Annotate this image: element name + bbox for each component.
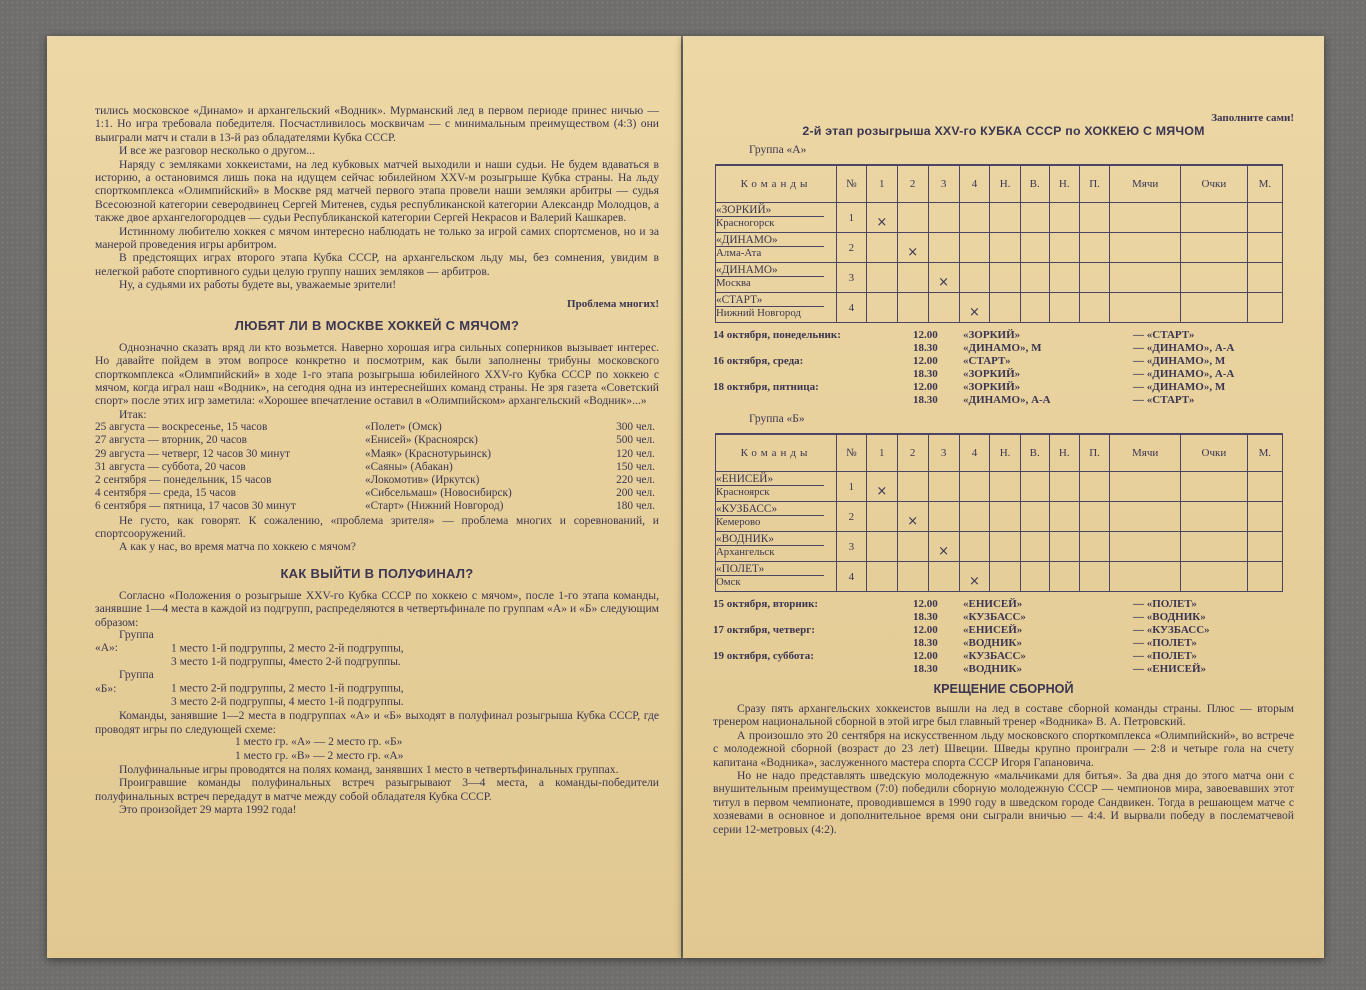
attendance-count: 120 чел. bbox=[616, 447, 655, 460]
stat-cell bbox=[1079, 502, 1109, 532]
stat-cell bbox=[1181, 562, 1248, 592]
stat-cell bbox=[1247, 203, 1282, 233]
stat-cell bbox=[1247, 532, 1282, 562]
article-2-mid: Команды, занявшие 1—2 места в подгруппах «А» и «Б» выходят в полуфинал розыгрыша Кубка СССР, где проводят игры по следующей схеме: bbox=[95, 709, 659, 736]
game-time: 18.30 bbox=[913, 394, 938, 406]
game-date bbox=[713, 368, 913, 381]
result-cell bbox=[928, 233, 959, 263]
game-home: «ЗОРКИЙ» bbox=[963, 368, 1021, 380]
team-city: Москва bbox=[716, 277, 751, 289]
attendance-count: 300 чел. bbox=[616, 421, 655, 434]
team-name: «ДИНАМО» bbox=[716, 264, 824, 277]
result-cell bbox=[959, 502, 990, 532]
team-city: Красногорск bbox=[716, 217, 775, 229]
stat-cell bbox=[1110, 203, 1181, 233]
result-cell bbox=[959, 532, 990, 562]
game-date bbox=[713, 637, 913, 650]
result-cell bbox=[897, 532, 928, 562]
game-row bbox=[713, 598, 1294, 611]
cross-mark-icon: × bbox=[969, 574, 980, 589]
attendance-row bbox=[95, 434, 659, 447]
diagonal-cell bbox=[897, 233, 928, 263]
col-header: Команды bbox=[716, 434, 837, 472]
col-header: № bbox=[837, 165, 867, 203]
attendance-row bbox=[95, 421, 659, 434]
attendance-team: «Саяны» (Абакан) bbox=[365, 460, 453, 473]
team-city: Алма-Ата bbox=[716, 247, 762, 259]
result-cell bbox=[928, 562, 959, 592]
semifinal-pair: 1 место гр. «В» — 2 место гр. «А» bbox=[235, 749, 404, 762]
cross-mark-icon: × bbox=[876, 215, 888, 230]
game-away: — «ДИНАМО», М bbox=[1133, 381, 1226, 393]
stat-cell bbox=[1020, 293, 1049, 323]
game-away: — «ДИНАМО», М bbox=[1133, 355, 1226, 367]
result-cell bbox=[866, 293, 897, 323]
game-date: 17 октября, четверг: bbox=[713, 624, 815, 636]
team-number: 4 bbox=[837, 562, 867, 592]
stat-cell bbox=[1247, 293, 1282, 323]
group-rule-line: 3 место 2-й подгруппы, 4 место 1-й подгруппы. bbox=[171, 696, 404, 709]
article-heading-1: ЛЮБЯТ ЛИ В МОСКВЕ ХОККЕЙ С МЯЧОМ? bbox=[234, 317, 520, 333]
team-cell bbox=[716, 502, 837, 532]
stat-cell bbox=[1020, 263, 1049, 293]
diagonal-cell bbox=[897, 502, 928, 532]
team-cell bbox=[716, 203, 837, 233]
team-name: «ДИНАМО» bbox=[716, 234, 824, 247]
game-time: 18.30 bbox=[913, 368, 938, 380]
col-header: Очки bbox=[1181, 434, 1248, 472]
article-2-end-3: Это произойдет 29 марта 1992 года! bbox=[119, 803, 297, 817]
attendance-count: 500 чел. bbox=[616, 434, 655, 447]
game-date: 14 октября, понедельник: bbox=[713, 329, 841, 341]
attendance-date: 25 августа — воскресенье, 15 часов bbox=[95, 421, 268, 434]
article-1-body: Однозначно сказать вряд ли кто возьмется. Наверно хорошая игра сильных соперников вызывает интерес. Но давайте пойдем в этом вопросе конкретно и посмотрим, как были заполнены трибуны московского спорткомплекса «Олимпийский» в ходе 1-го этапа розыгрыша юбилейного XXV-го Кубка СССР по хоккею с мячом, когда играл наш «Водник», на сегодня одна из интереснейших команд страны. Не зря газета «Советский спорт» после этих игр заметила: «Хорошее впечатление оставил в «Олимпийском» архангельский «Водник»...» bbox=[95, 340, 659, 408]
game-home: «КУЗБАСС» bbox=[963, 650, 1026, 662]
col-header: 1 bbox=[866, 165, 897, 203]
game-home: «ЗОРКИЙ» bbox=[963, 381, 1021, 393]
stat-cell bbox=[1079, 532, 1109, 562]
game-away: — «КУЗБАСС» bbox=[1133, 624, 1210, 636]
game-row bbox=[713, 663, 1294, 676]
game-date bbox=[713, 394, 913, 407]
game-away: — «ПОЛЕТ» bbox=[1133, 637, 1197, 649]
result-cell bbox=[959, 203, 990, 233]
game-away: — «СТАРТ» bbox=[1133, 329, 1195, 341]
col-header: Н. bbox=[1049, 434, 1079, 472]
col-header: 3 bbox=[928, 434, 959, 472]
cross-mark-icon: × bbox=[969, 305, 980, 320]
table-row bbox=[716, 293, 1283, 323]
cross-mark-icon: × bbox=[876, 484, 888, 499]
game-date: 19 октября, суббота: bbox=[713, 650, 814, 662]
team-name: «ЗОРКИЙ» bbox=[716, 204, 824, 217]
stat-cell bbox=[1079, 293, 1109, 323]
game-row bbox=[713, 368, 1294, 381]
table-row bbox=[716, 532, 1283, 562]
attendance-row bbox=[95, 474, 659, 487]
itak-label: Итак: bbox=[119, 407, 147, 421]
game-time: 18.30 bbox=[913, 663, 938, 675]
stat-cell bbox=[1181, 502, 1248, 532]
stat-cell bbox=[1020, 562, 1049, 592]
stat-cell bbox=[1079, 203, 1109, 233]
team-number: 3 bbox=[837, 532, 867, 562]
stat-cell bbox=[1049, 203, 1079, 233]
stat-cell bbox=[1181, 263, 1248, 293]
game-time: 18.30 bbox=[913, 637, 938, 649]
team-number: 2 bbox=[837, 233, 867, 263]
result-cell bbox=[928, 203, 959, 233]
col-header: Мячи bbox=[1110, 165, 1181, 203]
col-header: 2 bbox=[897, 165, 928, 203]
article-heading-3: КРЕЩЕНИЕ СБОРНОЙ bbox=[933, 682, 1074, 696]
game-time: 12.00 bbox=[913, 355, 938, 367]
team-cell bbox=[716, 293, 837, 323]
game-date bbox=[713, 342, 913, 355]
game-date: 18 октября, пятница: bbox=[713, 381, 819, 393]
team-cell bbox=[716, 472, 837, 502]
game-home: «СТАРТ» bbox=[963, 355, 1011, 367]
game-time: 12.00 bbox=[913, 598, 938, 610]
group-rule-line: 1 место 1-й подгруппы, 2 место 2-й подгруппы, bbox=[171, 642, 404, 655]
intro-paragraph-3: Наряду с земляками хоккеистами, на лед кубковых матчей выходили и наши судьи. Не будем вдаваться в историю, а остановимся лишь пока на идущем сейчас юбилейном XXV-м розыгрыше Кубка страны. На льду спорткомплекса «Олимпийский» в Москве ряд матчей первого этапа провели наши земляки арбитры — судья Всесоюзной категории северодвинец Сергей Митенев, судья республиканской категории Александр Молодцов, а также двое архангелогородцев — судьи Республиканской категории Сергей Некрасов и Валерий Кашкарев. bbox=[95, 157, 659, 225]
result-cell bbox=[959, 233, 990, 263]
tagline: Проблема многих! bbox=[567, 297, 659, 310]
team-city: Архангельск bbox=[716, 546, 775, 558]
attendance-team: «Енисей» (Красноярск) bbox=[365, 434, 478, 447]
stat-cell bbox=[1020, 203, 1049, 233]
team-number: 3 bbox=[837, 263, 867, 293]
group-b-label: Группа «Б» bbox=[749, 413, 805, 425]
attendance-date: 4 сентября — среда, 15 часов bbox=[95, 487, 236, 500]
result-cell bbox=[959, 263, 990, 293]
attendance-team: «Старт» (Нижний Новгород) bbox=[365, 500, 504, 513]
stat-cell bbox=[1247, 562, 1282, 592]
team-name: «ЕНИСЕЙ» bbox=[716, 473, 824, 486]
result-cell bbox=[897, 472, 928, 502]
team-number: 1 bbox=[837, 203, 867, 233]
stat-cell bbox=[1110, 263, 1181, 293]
table-row bbox=[716, 562, 1283, 592]
team-number: 4 bbox=[837, 293, 867, 323]
team-cell bbox=[716, 233, 837, 263]
semifinal-pair: 1 место гр. «А» — 2 место гр. «Б» bbox=[235, 736, 403, 749]
stat-cell bbox=[1110, 293, 1181, 323]
stat-cell bbox=[1049, 532, 1079, 562]
game-date bbox=[713, 663, 913, 676]
article-2-body: Согласно «Положения о розыгрыше XXV-го Кубка СССР по хоккею с мячом», после 1-го этапа команды, занявшие 1—4 места в каждой из подгрупп, распределяются в четвертьфинале по группам «А» и «Б» следующим образом: bbox=[95, 588, 659, 629]
game-time: 18.30 bbox=[913, 342, 938, 354]
stat-cell bbox=[1049, 233, 1079, 263]
stat-cell bbox=[1049, 502, 1079, 532]
group-a-games bbox=[713, 329, 1294, 407]
table-row bbox=[716, 263, 1283, 293]
game-away: — «СТАРТ» bbox=[1133, 394, 1195, 406]
game-date: 15 октября, вторник: bbox=[713, 598, 819, 610]
cross-mark-icon: × bbox=[938, 275, 950, 290]
intro-paragraph-6: Ну, а судьями их работы будете вы, уважаемые зрители! bbox=[119, 278, 397, 292]
attendance-team: «Локомотив» (Иркутск) bbox=[365, 473, 480, 486]
team-cell bbox=[716, 532, 837, 562]
game-row bbox=[713, 394, 1294, 407]
stat-cell bbox=[1020, 502, 1049, 532]
col-header: Мячи bbox=[1110, 434, 1181, 472]
game-home: «ЗОРКИЙ» bbox=[963, 329, 1021, 341]
attendance-date: 31 августа — суббота, 20 часов bbox=[95, 460, 246, 473]
team-cell bbox=[716, 562, 837, 592]
game-home: «КУЗБАСС» bbox=[963, 611, 1026, 623]
game-row bbox=[713, 611, 1294, 624]
table-header-row bbox=[716, 434, 1283, 472]
intro-paragraph-1: тились московское «Динамо» и архангельский «Водник». Мурманский лед в первом периоде принес ничью — 1:1. Но игра требовала победителя. Посчастливилось москвичам — с минимальным преимуществом (4:3) они выиграли матч и стали в 13-й раз обладателями Кубка СССР. bbox=[95, 104, 659, 144]
stat-cell bbox=[990, 203, 1020, 233]
game-home: «ДИНАМО», А-А bbox=[963, 394, 1051, 406]
stat-cell bbox=[1020, 532, 1049, 562]
col-header: Команды bbox=[716, 165, 837, 203]
attendance-count: 150 чел. bbox=[616, 460, 655, 473]
stat-cell bbox=[990, 502, 1020, 532]
group-rule bbox=[95, 669, 659, 709]
game-away: — «ДИНАМО», А-А bbox=[1133, 368, 1235, 380]
diagonal-cell bbox=[928, 532, 959, 562]
group-b-table bbox=[715, 433, 1283, 592]
stat-cell bbox=[1079, 263, 1109, 293]
intro-paragraph-4: Истинному любителю хоккея с мячом интересно наблюдать не только за игрой самих спортсменов, но и за манерой проведения игры арбитром. bbox=[95, 224, 659, 252]
result-cell bbox=[866, 532, 897, 562]
attendance-team: «Полет» (Омск) bbox=[365, 421, 442, 434]
game-away: — «ПОЛЕТ» bbox=[1133, 598, 1197, 610]
col-header: Н. bbox=[1049, 165, 1079, 203]
result-cell bbox=[897, 263, 928, 293]
stat-cell bbox=[1247, 472, 1282, 502]
team-number: 1 bbox=[837, 472, 867, 502]
col-header: В. bbox=[1020, 165, 1049, 203]
table-row bbox=[716, 502, 1283, 532]
stat-cell bbox=[1247, 263, 1282, 293]
result-cell bbox=[897, 203, 928, 233]
game-date: 16 октября, среда: bbox=[713, 355, 804, 367]
game-home: «ДИНАМО», М bbox=[963, 342, 1042, 354]
team-name: «ПОЛЕТ» bbox=[716, 563, 824, 576]
article-2-end-2: Проигравшие команды полуфинальных встреч разыгрывают 3—4 места, а команды-победители полуфинальных встреч передадут в матче между собой обладателя Кубка СССР. bbox=[95, 776, 659, 803]
fill-yourself-note: Заполните сами! bbox=[1211, 112, 1294, 124]
game-row bbox=[713, 650, 1294, 663]
cross-mark-icon: × bbox=[907, 245, 919, 260]
attendance-date: 6 сентября — пятница, 17 часов 30 минут bbox=[95, 500, 296, 513]
left-page bbox=[47, 36, 681, 958]
stat-cell bbox=[1049, 472, 1079, 502]
game-away: — «ВОДНИК» bbox=[1133, 611, 1206, 623]
cross-mark-icon: × bbox=[938, 544, 950, 559]
table-row bbox=[716, 203, 1283, 233]
result-cell bbox=[866, 233, 897, 263]
attendance-list bbox=[95, 421, 659, 513]
stat-cell bbox=[1020, 233, 1049, 263]
stat-cell bbox=[1110, 532, 1181, 562]
stat-cell bbox=[1110, 233, 1181, 263]
diagonal-cell bbox=[928, 263, 959, 293]
stat-cell bbox=[1247, 233, 1282, 263]
game-away: — «ДИНАМО», А-А bbox=[1133, 342, 1235, 354]
stat-cell bbox=[1110, 472, 1181, 502]
stat-cell bbox=[1181, 233, 1248, 263]
game-time: 12.00 bbox=[913, 624, 938, 636]
team-city: Кемерово bbox=[716, 516, 761, 528]
game-date bbox=[713, 611, 913, 624]
game-home: «ЕНИСЕЙ» bbox=[963, 598, 1023, 610]
group-rule-name: Группа «Б»: bbox=[95, 669, 154, 695]
stat-cell bbox=[990, 532, 1020, 562]
attendance-row bbox=[95, 500, 659, 513]
attendance-count: 180 чел. bbox=[616, 500, 655, 513]
col-header: П. bbox=[1079, 434, 1109, 472]
group-rule-name: Группа «А»: bbox=[95, 628, 154, 655]
intro-paragraph-2: И все же разговор несколько о другом... bbox=[119, 144, 315, 158]
right-page bbox=[683, 36, 1324, 958]
team-cell bbox=[716, 263, 837, 293]
col-header: № bbox=[837, 434, 867, 472]
game-home: «ЕНИСЕЙ» bbox=[963, 624, 1023, 636]
col-header: 4 bbox=[959, 434, 990, 472]
stat-cell bbox=[1049, 293, 1079, 323]
result-cell bbox=[866, 263, 897, 293]
attendance-row bbox=[95, 461, 659, 474]
article-1-end-2: А как у нас, во время матча по хоккею с мячом? bbox=[119, 540, 356, 554]
stat-cell bbox=[1181, 472, 1248, 502]
stat-cell bbox=[1079, 233, 1109, 263]
team-number: 2 bbox=[837, 502, 867, 532]
game-away: — «ПОЛЕТ» bbox=[1133, 650, 1197, 662]
game-row bbox=[713, 381, 1294, 394]
result-cell bbox=[928, 293, 959, 323]
article-2-end-1: Полуфинальные игры проводятся на полях команд, занявших 1 место в четвертьфинальных группах. bbox=[119, 763, 619, 777]
table-row bbox=[716, 233, 1283, 263]
article-3-paragraph-2: А произошло это 20 сентября на искусственном льду московского спорткомплекса «Олимпийский», во встрече с молодежной сборной (возраст до 23 лет) Швеции. Шведы крупно проиграли — 2:8 и четыре гола на счету капитана «Водника», заслуженного мастера спорта СССР Игоря Гапановича. bbox=[713, 728, 1294, 769]
col-header: 2 bbox=[897, 434, 928, 472]
table-row bbox=[716, 472, 1283, 502]
article-3-paragraph-1: Сразу пять архангельских хоккеистов вышли на лед в составе сборной команды страны. Плюс — вторым тренером национальной сборной в этой игре был главный тренер «Водника» В. А. Петровский. bbox=[713, 702, 1294, 729]
group-rule bbox=[95, 629, 659, 669]
stat-cell bbox=[990, 293, 1020, 323]
game-time: 12.00 bbox=[913, 381, 938, 393]
table-header-row bbox=[716, 165, 1283, 203]
stat-cell bbox=[990, 263, 1020, 293]
article-3-paragraph-3: Но не надо представлять шведскую молодежную «мальчиками для битья». За два дня до этого матча они с внушительным преимуществом (7:0) победили сборную молодежную СССР — чемпионов мира, завоевавших этот титул в первом чемпионате, проводившемся в 1990 году в шведском городе Сандвикен. Тогда в решающем матче с хозяевами в основное и дополнительное время они сыграли вничью — 4:4. И вырвали победу в послематчевой серии 12-метровых (4:2). bbox=[713, 769, 1294, 836]
col-header: М. bbox=[1247, 165, 1282, 203]
diagonal-cell bbox=[866, 472, 897, 502]
game-row bbox=[713, 624, 1294, 637]
attendance-count: 220 чел. bbox=[616, 473, 655, 486]
result-cell bbox=[897, 562, 928, 592]
team-name: «ВОДНИК» bbox=[716, 533, 824, 546]
stat-cell bbox=[1110, 502, 1181, 532]
game-row bbox=[713, 355, 1294, 368]
stat-cell bbox=[1049, 562, 1079, 592]
game-row bbox=[713, 637, 1294, 650]
stat-cell bbox=[1181, 293, 1248, 323]
game-away: — «ЕНИСЕЙ» bbox=[1133, 663, 1207, 675]
stat-cell bbox=[1181, 203, 1248, 233]
team-name: «СТАРТ» bbox=[716, 294, 824, 307]
article-1-end-1: Не густо, как говорят. К сожалению, «проблема зрителя» — проблема многих и соревнований, и спортсооружений. bbox=[95, 513, 659, 540]
stat-cell bbox=[1079, 472, 1109, 502]
attendance-team: «Маяк» (Краснотурьинск) bbox=[365, 447, 491, 460]
col-header: 1 bbox=[866, 434, 897, 472]
stat-cell bbox=[1079, 562, 1109, 592]
stat-cell bbox=[990, 233, 1020, 263]
stat-cell bbox=[1020, 472, 1049, 502]
team-name: «КУЗБАСС» bbox=[716, 503, 824, 516]
group-a-table bbox=[715, 164, 1283, 323]
attendance-row bbox=[95, 487, 659, 500]
result-cell bbox=[928, 502, 959, 532]
attendance-count: 200 чел. bbox=[616, 487, 655, 500]
stat-cell bbox=[990, 562, 1020, 592]
diagonal-cell bbox=[959, 562, 990, 592]
game-time: 12.00 bbox=[913, 329, 938, 341]
cross-mark-icon: × bbox=[907, 514, 919, 529]
game-home: «ВОДНИК» bbox=[963, 637, 1023, 649]
group-a-label: Группа «А» bbox=[749, 144, 807, 156]
col-header: 3 bbox=[928, 165, 959, 203]
stage-title: 2-й этап розыгрыша XXV-го КУБКА СССР по ХОККЕЮ С МЯЧОМ bbox=[802, 124, 1205, 138]
game-home: «ВОДНИК» bbox=[963, 663, 1023, 675]
attendance-date: 29 августа — четверг, 12 часов 30 минут bbox=[95, 447, 290, 460]
group-b-games bbox=[713, 598, 1294, 676]
game-time: 12.00 bbox=[913, 650, 938, 662]
game-row bbox=[713, 342, 1294, 355]
result-cell bbox=[928, 472, 959, 502]
attendance-row bbox=[95, 448, 659, 461]
result-cell bbox=[866, 562, 897, 592]
attendance-date: 2 сентября — понедельник, 15 часов bbox=[95, 473, 272, 486]
col-header: Н. bbox=[990, 434, 1020, 472]
stat-cell bbox=[1247, 502, 1282, 532]
stat-cell bbox=[1110, 562, 1181, 592]
col-header: 4 bbox=[959, 165, 990, 203]
col-header: М. bbox=[1247, 434, 1282, 472]
diagonal-cell bbox=[959, 293, 990, 323]
col-header: Очки bbox=[1181, 165, 1248, 203]
result-cell bbox=[866, 502, 897, 532]
diagonal-cell bbox=[866, 203, 897, 233]
col-header: П. bbox=[1079, 165, 1109, 203]
col-header: Н. bbox=[990, 165, 1020, 203]
team-city: Омск bbox=[716, 576, 741, 588]
attendance-date: 27 августа — вторник, 20 часов bbox=[95, 434, 247, 447]
stat-cell bbox=[990, 472, 1020, 502]
group-rule-line: 1 место 2-й подгруппы, 2 место 1-й подгруппы, bbox=[171, 682, 404, 695]
group-rule-line: 3 место 1-й подгруппы, 4место 2-й подгруппы. bbox=[171, 655, 401, 668]
game-row bbox=[713, 329, 1294, 342]
team-city: Красноярск bbox=[716, 486, 770, 498]
stat-cell bbox=[1049, 263, 1079, 293]
col-header: В. bbox=[1020, 434, 1049, 472]
result-cell bbox=[959, 472, 990, 502]
team-city: Нижний Новгород bbox=[716, 307, 801, 319]
result-cell bbox=[897, 293, 928, 323]
attendance-team: «Сибсельмаш» (Новосибирск) bbox=[365, 487, 512, 500]
intro-paragraph-5: В предстоящих играх второго этапа Кубка СССР, на архангельском льду мы, без сомнения, увидим в нелегкой работе спортивного судьи целую группу наших земляков — арбитров. bbox=[95, 251, 659, 278]
stat-cell bbox=[1181, 532, 1248, 562]
game-time: 18.30 bbox=[913, 611, 938, 623]
article-heading-2: КАК ВЫЙТИ В ПОЛУФИНАЛ? bbox=[280, 565, 474, 581]
